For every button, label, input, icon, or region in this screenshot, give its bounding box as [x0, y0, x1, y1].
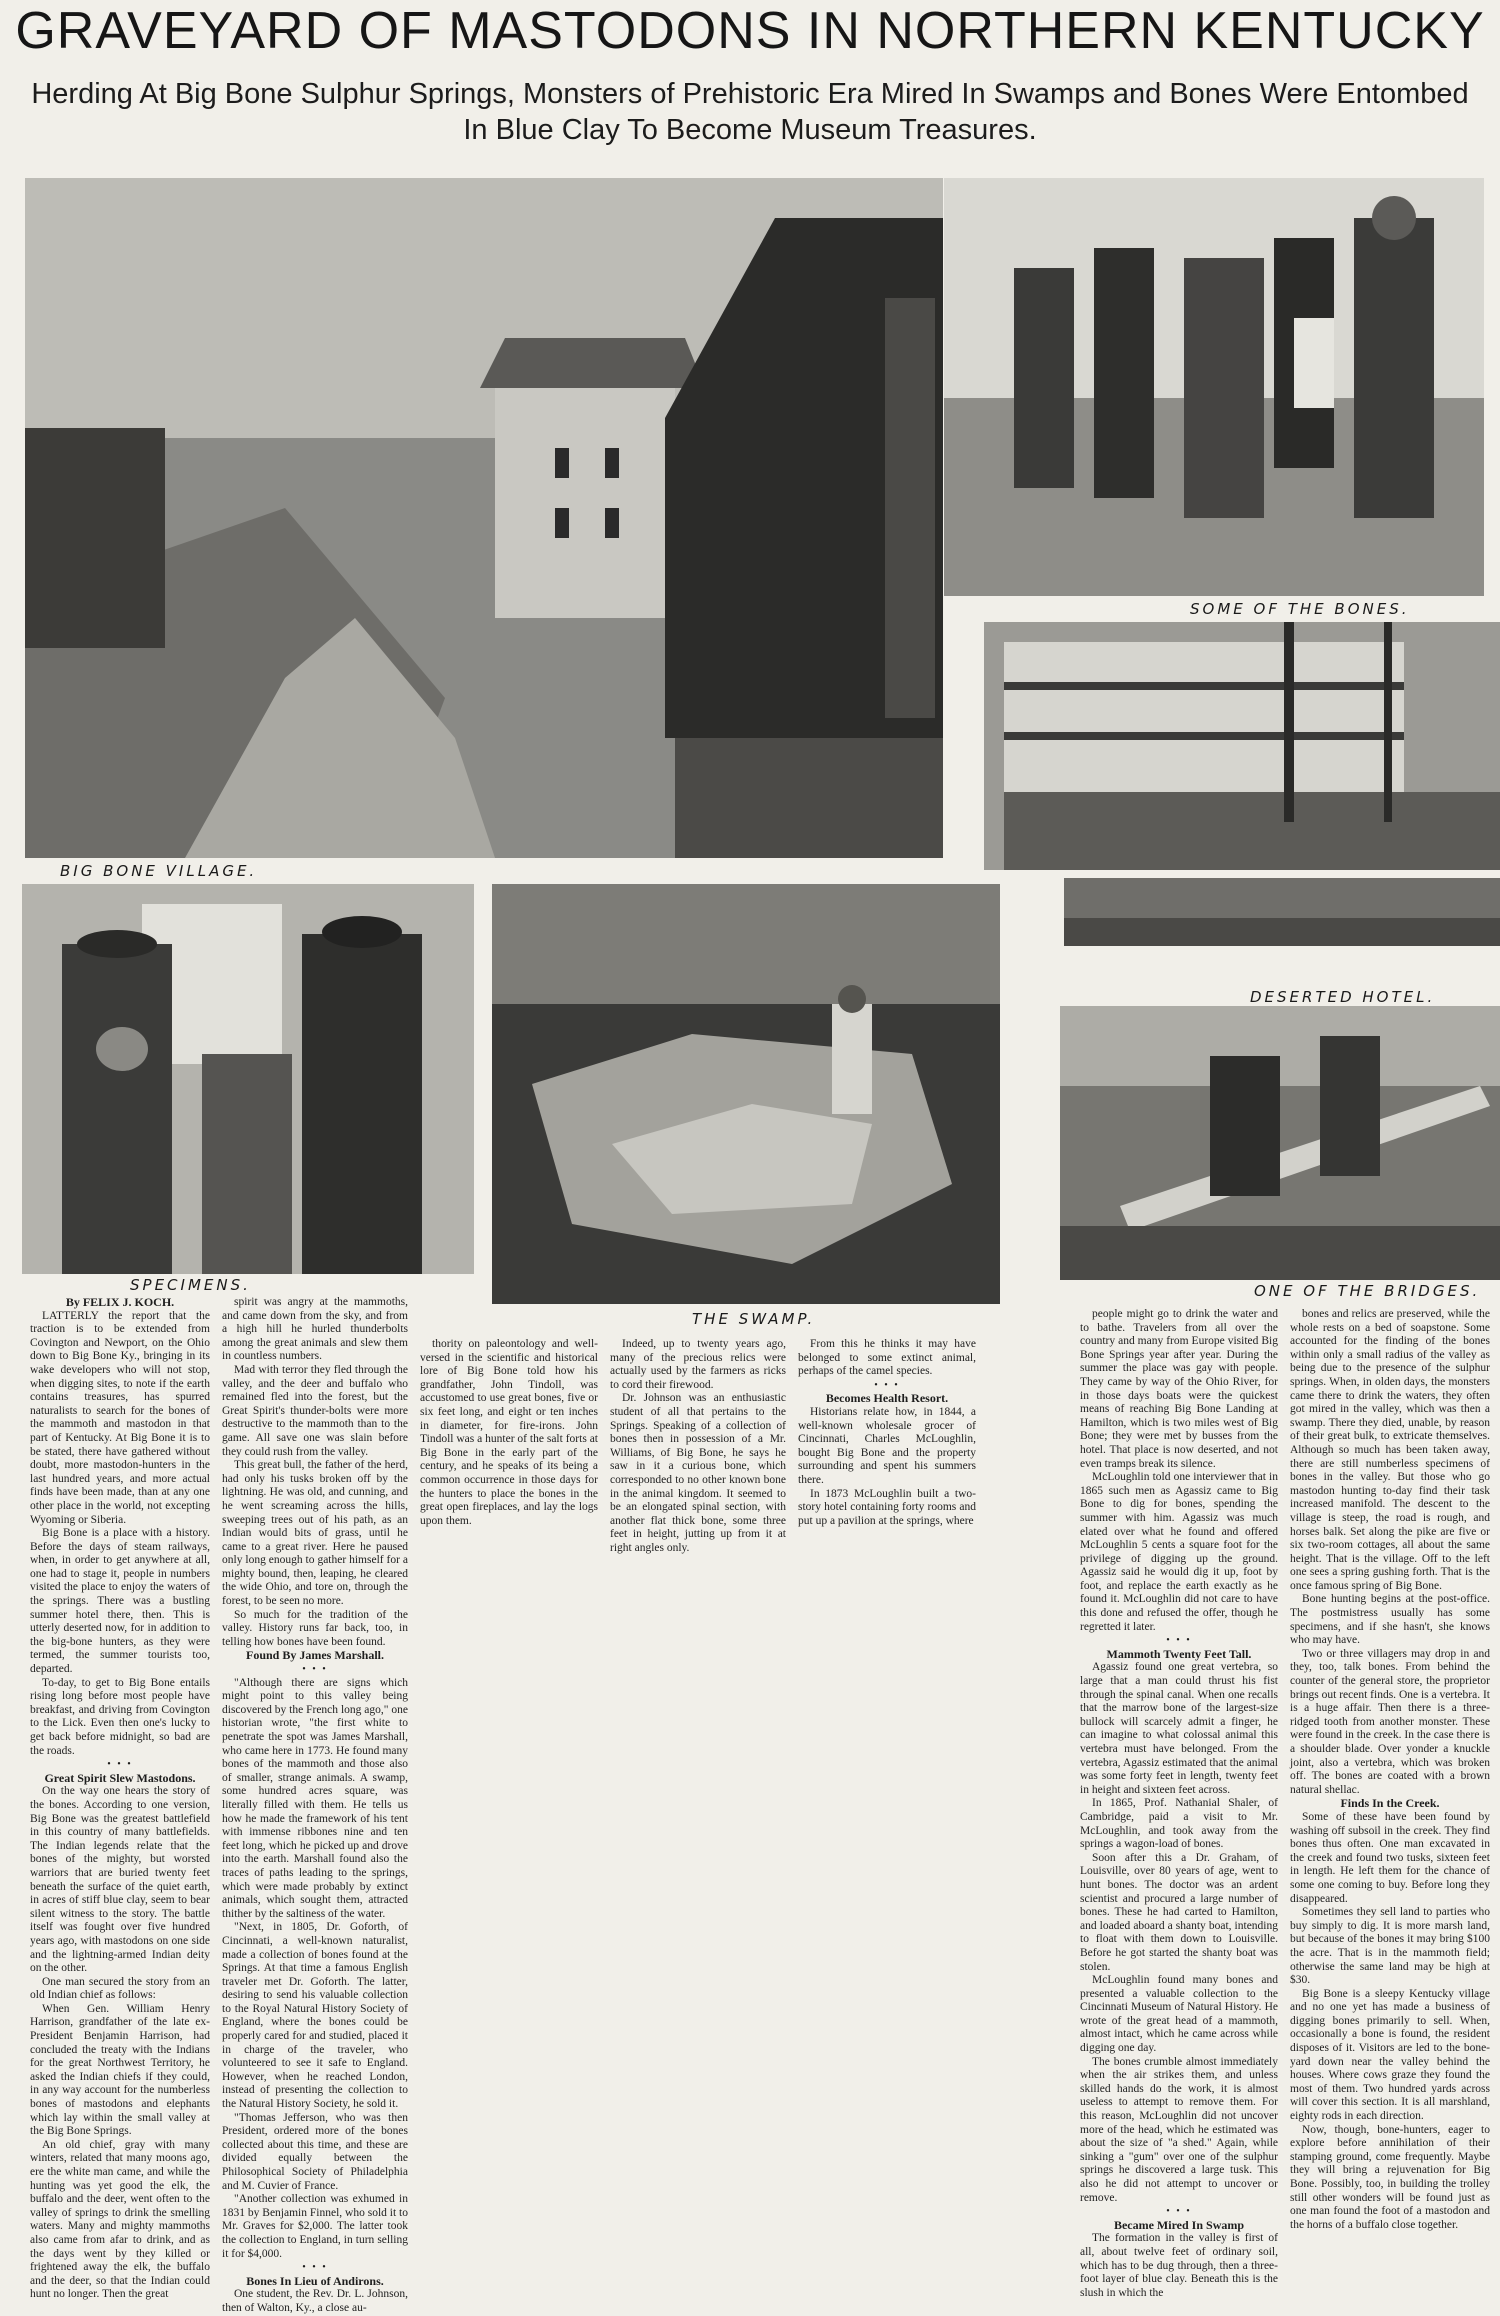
swamp-image — [492, 884, 1000, 1304]
article-paragraph: bones and relics are preserved, while the whole rests on a bed of soapstone. Some accounted for the finding of the bones within only a small radius of the valley as being due to the presence of the sulphur springs. When, in olden days, the monsters came there to drink the waters, they often got mired in the valley, which was then a swamp. There they died, unable, by reason of their great bulk, to extricate themselves. Although so much has been taken away, there are still numberless specimens of bones in the valley. But those who go mastodon hunting to-day find their task increased manifold. The descent to the village is steep, the road is rough, and horses balk. Set along the pike are five or six two-room cottages, all about the same height. That is the village. Off to the left one sees a spring gushing forth. That is the once famous spring of Big Bone. — [1290, 1308, 1490, 1592]
bones-image — [944, 178, 1484, 596]
caption-one-of-the-bridges: ONE OF THE BRIDGES. — [1254, 1282, 1481, 1300]
article-paragraph: To-day, to get to Big Bone entails rising long before most people have breakfast, and driving from Covington to the Lick. Even then one's lucky to get back before midnight, so bad are the roads. — [30, 1676, 210, 1757]
article-column-4 — [610, 1338, 786, 1554]
article-paragraph: In 1865, Prof. Nathanial Shaler, of Cambridge, paid a visit to Mr. McLoughlin, and took away from the springs a wagon-load of bones. — [1080, 1797, 1278, 1851]
article-paragraph: people might go to drink the water and to bathe. Travelers from all over the country and many from Europe visited Big Bone Springs year after year. During the summer the place was gay with people. They came by way of the Ohio River, for in those days boats were the quickest means of reaching Big Bone Landing at Hamilton, which is two miles west of Big Bone; they were met by busses from the hotel. That place is now deserted, and not even tramps break its silence. — [1080, 1308, 1278, 1470]
article-column-3 — [420, 1338, 598, 1527]
article-paragraph: Big Bone is a place with a history. Before the days of steam railways, when, in order to get anywhere at all, one had to stage it, people in numbers visited the place to enjoy the waters of the springs. There was a bustling summer hotel there, then. This is utterly deserted now, for in addition to the big-bone hunters, as they were termed, the summer tourists too, departed. — [30, 1527, 210, 1676]
article-paragraph: In 1873 McLoughlin built a two-story hotel containing forty rooms and put up a pavilion at the springs, where — [798, 1487, 976, 1527]
hotel-image — [984, 622, 1500, 870]
article-paragraph: Now, though, bone-hunters, eager to explore before annihilation of their stamping ground, come frequently. Maybe they will bring a rejuvenation for Big Bone. Possibly, too, in building the trolley still other wonders will be found just as one man found the foot of a mastodon and the horns of a buffalo close together. — [1290, 2123, 1490, 2231]
article-subhead: Finds In the Creek. — [1340, 1796, 1440, 1811]
article-paragraph: McLoughlin found many bones and presented a valuable collection to the Cincinnati Museum of Natural History. He wrote of the great head of a mammoth, almost intact, which he came across while digging one day. — [1080, 1974, 1278, 2055]
photo-specimens — [22, 884, 474, 1274]
article-paragraph: So much for the tradition of the valley. History runs far back, too, in telling how bones have been found. — [222, 1608, 408, 1648]
photo-the-swamp — [492, 884, 1000, 1304]
article-paragraph: Some of these have been found by washing off subsoil in the creek. They find bones thus often. One man excavated in the creek and found two tusks, sixteen feet in length. He left them for the chance of some one coming to buy. Before long they disappeared. — [1290, 1810, 1490, 1905]
bridges-image — [1060, 1006, 1500, 1280]
article-paragraph: Bone hunting begins at the post-office. The postmistress usually has some specimens, and if she hasn't, she knows who may have. — [1290, 1593, 1490, 1647]
article-paragraph: Agassiz found one great vertebra, so large that a man could thrust his fist through the spinal canal. When one recalls that the marrow bone of the largest-size bullock will scarcely admit a finger, he can imagine to what colossal animal this vertebra must have belonged. From the vertebra, Agassiz estimated that the animal was some forty feet in length, twenty feet in height and sixteen feet across. — [1080, 1661, 1278, 1796]
caption-some-of-the-bones: SOME OF THE BONES. — [1190, 600, 1410, 618]
caption-the-swamp: THE SWAMP. — [692, 1310, 816, 1328]
article-paragraph: The formation in the valley is first of all, about twelve feet of ordinary soil, which has to be dug through, then a three-foot layer of blue clay. Beneath this is the slush in which the — [1080, 2232, 1278, 2299]
article-paragraph: Indeed, up to twenty years ago, many of the precious relics were actually used by the farmers as ricks to cord their firewood. — [610, 1338, 786, 1391]
caption-specimens: SPECIMENS. — [130, 1276, 251, 1294]
article-column-2 — [222, 1296, 408, 2314]
subheadline: Herding At Big Bone Sulphur Springs, Monsters of Prehistoric Era Mired In Swamps and Bones Were Entombed In Blue Clay To Become Museum Treasures. — [31, 78, 1469, 146]
article-byline: By FELIX J. KOCH. — [65, 1295, 175, 1309]
photo-deserted-hotel — [984, 622, 1500, 870]
article-paragraph: On the way one hears the story of the bones. According to one version, Big Bone was the greatest battlefield in this country of many battlefields. The Indian legends relate that the bones of the mighty, but worsted warriors that are buried twenty feet beneath the surface of the quiet earth, in acres of stiff blue clay, seem to bear silent witness to the story. The battle itself was fought over five hundred years ago, with mastodons on one side and the lightning-armed Indian deity on the other. — [30, 1785, 210, 1975]
article-subhead: Bones In Lieu of Andirons. — [246, 2273, 384, 2288]
section-divider: • • • — [107, 1759, 133, 1771]
section-divider: • • • — [302, 1664, 328, 1676]
article-paragraph: Sometimes they sell land to parties who buy simply to dig. It is more marsh land, but because of the bones it may bring $100 the acre. That is in the mammoth field; otherwise the same land may be high at $30. — [1290, 1906, 1490, 1987]
photo-one-of-the-bridges — [1060, 1006, 1500, 1280]
article-paragraph: spirit was angry at the mammoths, and came down from the sky, and from a high hill he hurled thunderbolts among the great animals and slew them in countless numbers. — [222, 1296, 408, 1363]
article-subhead: Mammoth Twenty Feet Tall. — [1106, 1646, 1252, 1661]
article-column-7 — [1290, 1308, 1490, 2231]
article-paragraph: From this he thinks it may have belonged to some extinct animal, perhaps of the camel species. — [798, 1338, 976, 1378]
article-paragraph: This great bull, the father of the herd, had only his tusks broken off by the lightning. He was old, and cunning, and he went screaming across the hills, sweeping trees out of his path, as an Indian would bits of grass, until he came to a great river. Here he paused only long enough to gather himself for a mighty bound, then, leaping, he cleared the wide Ohio, and tore on, through the forest, to be seen no more. — [222, 1459, 408, 1608]
section-divider: • • • — [302, 2262, 328, 2274]
article-subhead: Found By James Marshall. — [245, 1648, 384, 1663]
article-paragraph: Mad with terror they fled through the valley, and the deer and buffalo who remained fled into the forest, but the Great Spirit's thunder-bolts were more destructive to the mammoth than to the game. All save one was slain before they could rush from the valley. — [222, 1363, 408, 1458]
article-subhead: Became Mired In Swamp — [1113, 2217, 1245, 2232]
article-paragraph: One student, the Rev. Dr. L. Johnson, then of Walton, Ky., a close au- — [222, 2288, 408, 2314]
article-column-1 — [30, 1295, 210, 2301]
photo-hotel-strip — [1064, 878, 1500, 946]
hotel-strip-image — [1064, 878, 1500, 946]
article-paragraph: Dr. Johnson was an enthusiastic student of all that pertains to the Springs. Speaking of a collection of bones then in possession of a Mr. Williams, of Big Bone, he says he saw in it a curious bone, which corresponded to no other known bone in the animal kingdom. It seemed to be an elongated spinal section, with another flat thick bone, some three feet in height, jutting up from it at right angles only. — [610, 1392, 786, 1554]
article-paragraph: LATTERLY the report that the traction is to be extended from Covington and Newport, on the Ohio down to Big Bone Ky., bringing in its wake developers who will not stop, when digging sites, to note if the earth contains treasures, has spurred naturalists to search for the bones of the mammoth and mastodon in that part of Kentucky. At Big Bone it is to be stated, there have gathered without doubt, more mastodon-hunters in the last hundred years, and more actual finds have been made, than at any one other place in the world, not excepting Wyoming or Siberia. — [30, 1309, 210, 1526]
headline: GRAVEYARD OF MASTODONS IN NORTHERN KENTUCKY — [15, 2, 1485, 60]
article-subhead: Becomes Health Resort. — [825, 1391, 949, 1406]
article-column-5 — [798, 1338, 976, 1578]
article-paragraph: An old chief, gray with many winters, related that many moons ago, ere the white man came, and while the hunting was yet good the elk, the buffalo and the deer, went often to the valley of springs to drink the smelling waters. Many and mighty mammoths also came from afar to drink, and as the days went by they killed or frightened away the elk, the buffalo and the deer, so that the Indian could hunt no longer. Then the great — [30, 2138, 210, 2301]
photo-big-bone-village — [25, 178, 943, 858]
article-paragraph: The bones crumble almost immediately when the air strikes them, and unless skilled hands do the work, it is almost useless to attempt to remove them. For this reason, McLoughlin did not uncover more of the head, which he estimated was about the size of "a shed." Again, while sinking a "gum" over one of the sulphur springs he discovered a large tusk. This also he did not attempt to uncover or remove. — [1080, 2055, 1278, 2204]
village-image — [25, 178, 943, 858]
article-paragraph: Big Bone is a sleepy Kentucky village and no one yet has made a business of digging bones primarily to sell. When, occasionally a bone is found, the resident disposes of it. Visitors are led to the bone-yard down near the valley behind the houses. Where cows graze they found the most of them. Two hundred yards across will cover this section. It is all marshland, eighty rods in each direction. — [1290, 1987, 1490, 2123]
caption-deserted-hotel: DESERTED HOTEL. — [1250, 988, 1436, 1006]
article-column-6 — [1080, 1308, 1278, 2299]
section-divider: • • • — [1166, 1635, 1192, 1647]
article-paragraph: One man secured the story from an old Indian chief as follows: — [30, 1975, 210, 2002]
specimens-image — [22, 884, 474, 1274]
section-divider: • • • — [1166, 2206, 1192, 2218]
caption-big-bone-village: BIG BONE VILLAGE. — [60, 862, 258, 880]
article-paragraph: "Thomas Jefferson, who was then President, ordered more of the bones collected about this time, and these are divided equally between the Philosophical Society of Philadelphia and M. Cuvier of France. — [222, 2111, 408, 2192]
article-subhead: Great Spirit Slew Mastodons. — [44, 1770, 196, 1785]
article-paragraph: Historians relate how, in 1844, a well-known wholesale grocer of Cincinnati, Charles McLoughlin, bought Big Bone and the property surrounding and spent his summers there. — [798, 1405, 976, 1486]
article-paragraph: McLoughlin told one interviewer that in 1865 such men as Agassiz came to Big Bone to dig for bones, spending the summer with him. Agassiz was much elated over what he found and offered McLoughlin 5 cents a square foot for the privilege of digging up the ground. Agassiz said he would dig it up, foot by foot, and replace the earth exactly as he found it. McLoughlin did not care to have this done and refused the offer, though he regretted it later. — [1080, 1471, 1278, 1633]
article-paragraph: "Although there are signs which might point to this valley being discovered by the French long ago," one historian wrote, "the first white to penetrate the spot was James Marshall, who came here in 1773. He found many bones of the mammoth and those also of smaller, strange animals. A swamp, some hundred acres square, was literally filled with them. He tells us how he made the framework of his tent with immense ribbones nine and ten feet long, which he picked up and drove into the earth. Marshall found also the traces of paths leading to the springs, which were made probably by extinct animals, which sought them, attracted thither by the saltiness of the water. — [222, 1676, 408, 1920]
article-paragraph: Soon after this a Dr. Graham, of Louisville, over 80 years of age, went to hunt bones. The doctor was an ardent scientist and procured a large number of bones. These he had carted to Hamilton, and loaded aboard a shanty boat, intending to float with them down to Louisville. Before he got started the shanty boat was stolen. — [1080, 1851, 1278, 1973]
article-paragraph: "Next, in 1805, Dr. Goforth, of Cincinnati, a well-known naturalist, made a collection of bones found at the Springs. At that time a famous English traveler met Dr. Goforth. The latter, desiring to send his valuable collection to the Royal Natural History Society of England, where the bones could be properly cared for and studied, placed it in charge of the traveler, who volunteered to see it safe to England. However, when he reached London, instead of presenting the collection to the Natural History Society, he sold it. — [222, 1921, 408, 2111]
article-paragraph: Two or three villagers may drop in and they, too, talk bones. From behind the counter of the general store, the proprietor brings out recent finds. One is a vertebra. It is a huge affair. Then there is a three-ridged tooth from another monster. These were found in the creek. In the case there is a shoulder blade. Over yonder a knuckle joint, also a vertebra, which was broken off. The bones are coated with a brown natural shellac. — [1290, 1647, 1490, 1796]
section-divider: • • • — [874, 1379, 900, 1391]
article-paragraph: thority on paleontology and well-versed in the scientific and historical lore of Big Bone told how his grandfather, John Tindoll, was accustomed to use great bones, five or six feet long, and eight or ten inches in diameter, for fire-irons. John Tindoll was a hunter of the salt forts at Big Bone in the early part of the century, and he speaks of its being a common occurrence in those days for the hunters to place the bones in the great open fireplaces, and lay the logs upon them. — [420, 1338, 598, 1527]
article-paragraph: When Gen. William Henry Harrison, grandfather of the late ex-President Benjamin Harrison, had concluded the treaty with the Indians for the great Northwest Territory, he asked the Indian chiefs if they could, in any way account for the numberless bones of mastodons and elephants which lay within the small valley at the Big Bone Springs. — [30, 2002, 210, 2138]
article-paragraph: "Another collection was exhumed in 1831 by Benjamin Finnel, who sold it to Mr. Graves for $2,000. The latter took the collection to England, in turn selling it for $4,000. — [222, 2193, 408, 2260]
photo-some-of-the-bones — [944, 178, 1484, 596]
